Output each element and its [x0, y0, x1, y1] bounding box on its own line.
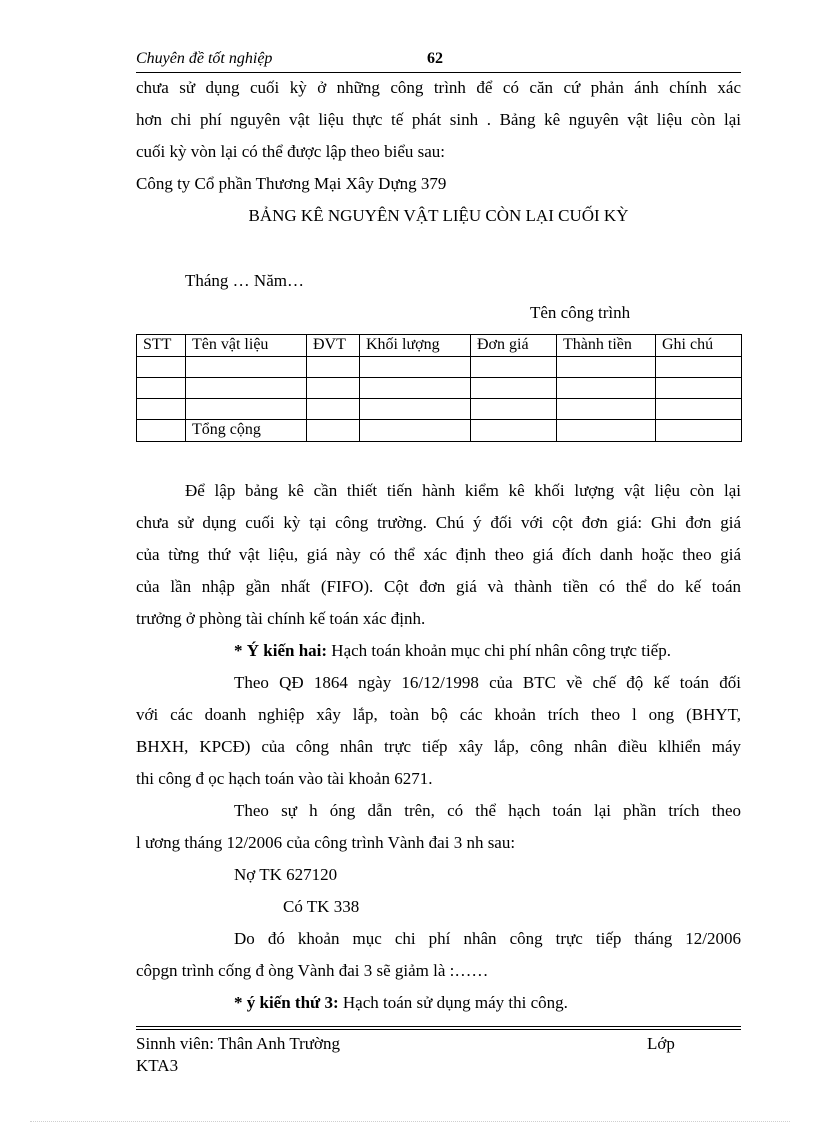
para3-line-2: l ương tháng 12/2006 của công trình Vành đai 3 nh sau: [136, 833, 516, 852]
table-row [137, 357, 742, 378]
col-header-quantity: Khối lượng [360, 335, 471, 357]
para1-line-1: Để lập bảng kê cần thiết tiến hành kiểm kê khối lượng vật liệu còn lại [185, 481, 741, 500]
para2-line-2: với các doanh nghiệp xây lắp, toàn bộ các khoản trích theo l ong (BHYT, [136, 705, 741, 724]
table-cell [360, 378, 471, 399]
col-header-unit: ĐVT [307, 335, 360, 357]
table-header-row [137, 335, 742, 357]
table-cell [137, 399, 186, 420]
table-cell [656, 357, 742, 378]
table-cell [471, 399, 557, 420]
col-header-amount: Thành tiền [557, 335, 656, 357]
opinion-three [234, 992, 568, 1014]
footer-class-value: KTA3 [136, 1056, 179, 1075]
table-row [137, 378, 742, 399]
table-cell [307, 399, 360, 420]
table-cell [360, 399, 471, 420]
opinion-two [234, 640, 671, 662]
opinion-three-text: Hạch toán sử dụng máy thi công. [338, 993, 568, 1012]
project-label: Tên công trình [530, 303, 631, 322]
opinion-three-label: * ý kiến thứ 3: [234, 993, 339, 1012]
table-cell [471, 378, 557, 399]
para4-line-2: côpgn trình cống đ òng Vành đai 3 sẽ giảm là :…… [136, 961, 489, 980]
table-cell [186, 378, 307, 399]
table-cell [137, 378, 186, 399]
footer-class-label: Lớp [647, 1034, 675, 1053]
table-cell [557, 399, 656, 420]
para4-line-1: Do đó khoản mục chi phí nhân công trực tiếp tháng 12/2006 [234, 929, 741, 948]
para1-line-4: của lần nhập gần nhất (FIFO). Cột đơn giá và thành tiền có thể do kế toán [136, 577, 741, 596]
period-line: Tháng … Năm… [185, 271, 304, 290]
table-cell [656, 399, 742, 420]
table-cell [471, 357, 557, 378]
footer-rule-double [136, 1029, 741, 1030]
table-cell [557, 378, 656, 399]
col-header-material: Tên vật liệu [186, 335, 307, 357]
intro-line-2: hơn chi phí nguyên vật liệu thực tế phát sinh . Bảng kê nguyên vật liệu còn lại [136, 110, 741, 129]
table-cell [137, 357, 186, 378]
entry-credit: Có TK 338 [283, 897, 360, 916]
table-cell [307, 420, 360, 442]
para3-line-1: Theo sự h óng dẫn trên, có thể hạch toán lại phần trích theo [234, 801, 741, 820]
opinion-two-text: Hạch toán khoản mục chi phí nhân công trực tiếp. [327, 641, 671, 660]
col-header-note: Ghi chú [656, 335, 742, 357]
table-cell [186, 357, 307, 378]
page-number: 62 [427, 50, 443, 67]
intro-line-1: chưa sử dụng cuối kỳ ở những công trình để có căn cứ phản ánh chính xác [136, 78, 741, 97]
table-cell [471, 420, 557, 442]
company-name: Công ty Cổ phần Thương Mại Xây Dựng 379 [136, 174, 447, 193]
entry-debit: Nợ TK 627120 [234, 865, 338, 884]
table-cell [557, 357, 656, 378]
total-label: Tổng cộng [186, 420, 307, 442]
page-edge-dots [30, 1121, 790, 1122]
page-header [136, 50, 740, 72]
footer-student: Sinnh viên: Thân Anh Trường [136, 1034, 340, 1053]
para2-line-4: thi công đ ọc hạch toán vào tài khoản 6271. [136, 769, 433, 788]
footer-rule [136, 1026, 741, 1027]
opinion-two-label: * Ý kiến hai: [234, 641, 328, 660]
header-title: Chuyên đề tốt nghiệp [136, 50, 273, 67]
para2-line-1: Theo QĐ 1864 ngày 16/12/1998 của BTC về chế độ kế toán đối [234, 673, 741, 692]
table-cell [360, 357, 471, 378]
table-cell [557, 420, 656, 442]
materials-table [136, 334, 742, 442]
para1-line-5: trưởng ở phòng tài chính kế toán xác định. [136, 609, 426, 628]
col-header-unit-price: Đơn giá [471, 335, 557, 357]
table-cell [307, 357, 360, 378]
para1-line-3: của từng thứ vật liệu, giá này có thể xác định theo giá đích danh hoặc theo giá [136, 545, 741, 564]
para1-line-2: chưa sử dụng cuối kỳ tại công trường. Chú ý đối với cột đơn giá: Ghi đơn giá [136, 513, 741, 532]
intro-line-3: cuối kỳ vòn lại có thể được lập theo biểu sau: [136, 142, 446, 161]
table-cell [137, 420, 186, 442]
table-row [137, 399, 742, 420]
table-cell [307, 378, 360, 399]
para2-line-3: BHXH, KPCĐ) của công nhân trực tiếp xây lắp, công nhân điều klhiển máy [136, 737, 741, 756]
table-cell [656, 378, 742, 399]
table-cell [360, 420, 471, 442]
table-cell [656, 420, 742, 442]
table-total-row [137, 420, 742, 442]
header-rule [136, 72, 741, 73]
form-title: BẢNG KÊ NGUYÊN VẬT LIỆU CÒN LẠI CUỐI KỲ [248, 206, 629, 225]
col-header-stt: STT [137, 335, 186, 357]
table-cell [186, 399, 307, 420]
